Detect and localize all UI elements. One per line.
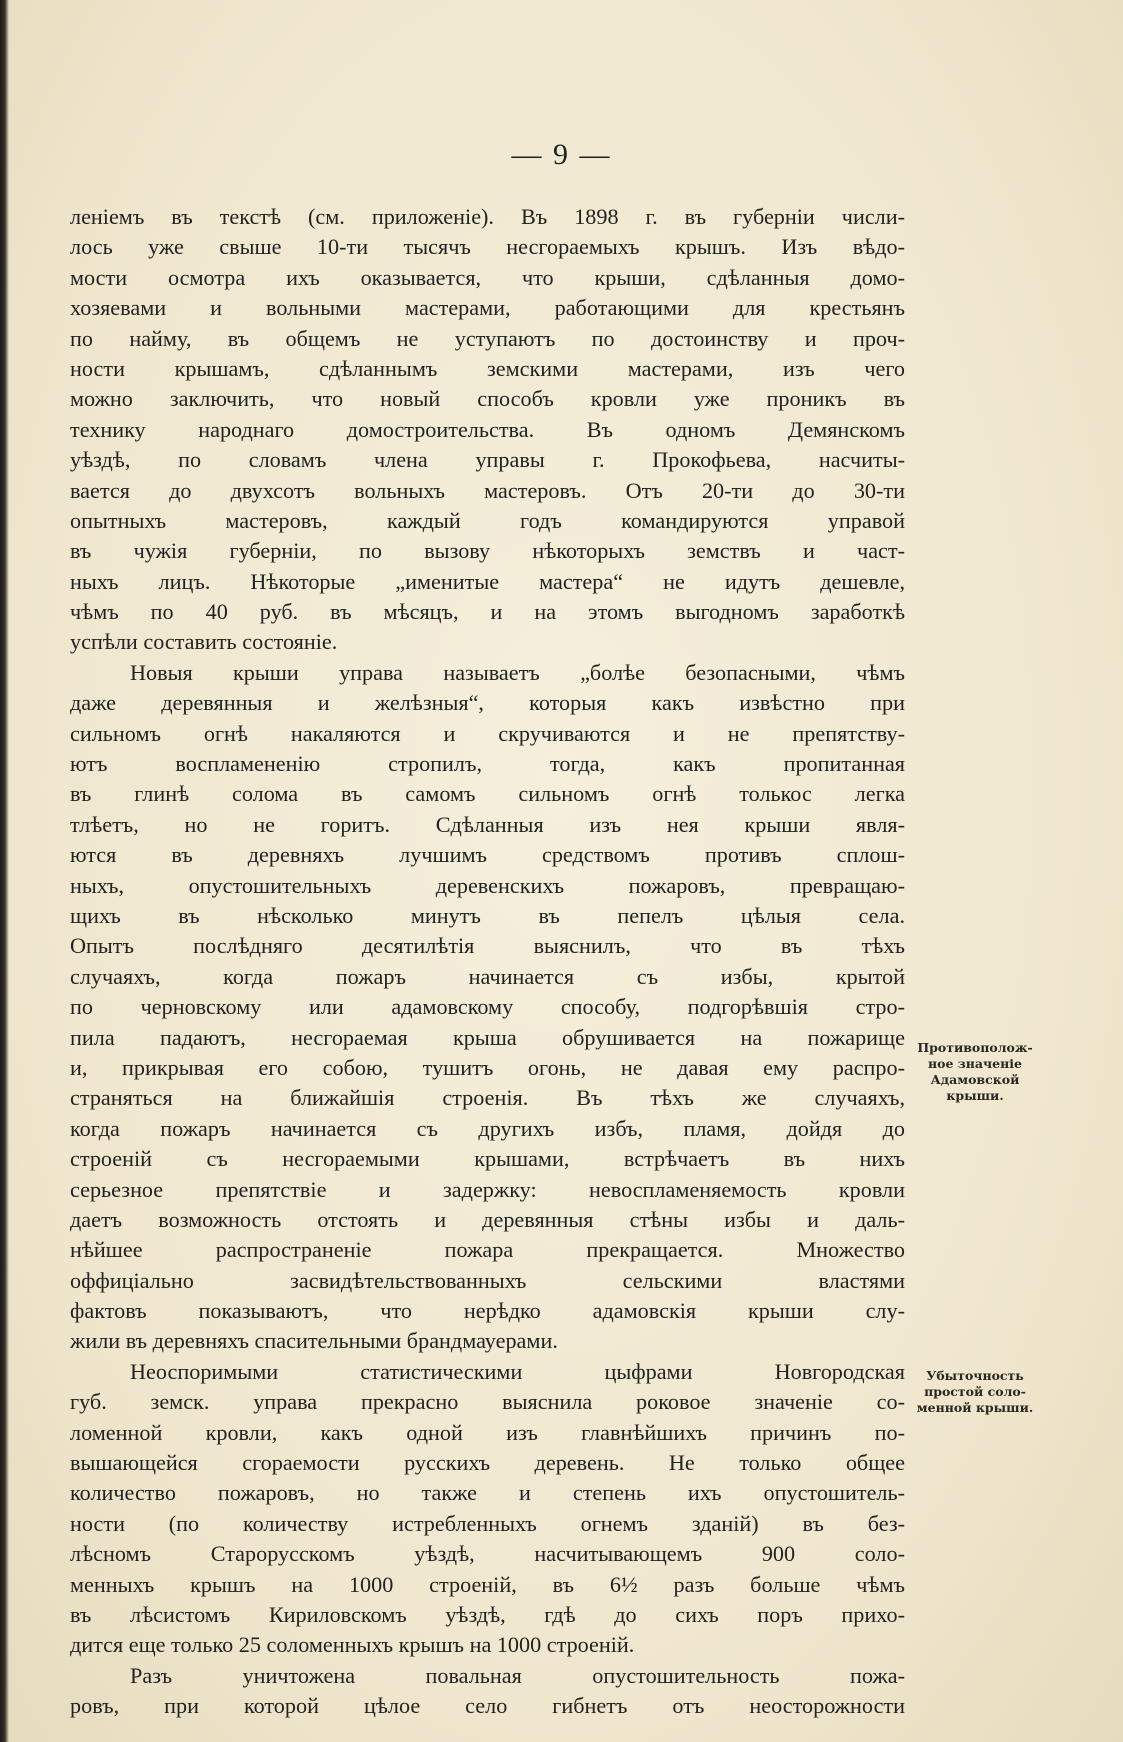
text-line: уѣздѣ, по словамъ члена управы г. Прокофьева, насчиты- [70, 447, 905, 473]
margin-note-line: менной крыши. [916, 1400, 1034, 1415]
text-line: вается до двухсотъ вольныхъ мастеровъ. Отъ 20-ти до 30-ти [70, 477, 905, 503]
text-line: хозяевами и вольными мастерами, работающими для крестьянъ [70, 295, 905, 321]
text-line: ности (по количеству истребленныхъ огнемъ зданій) въ без- [70, 1510, 905, 1536]
text-line: щихъ въ нѣсколько минутъ въ пепелъ цѣлыя села. [70, 902, 905, 928]
text-line: ломенной кровли, какъ одной изъ главнѣйшихъ причинъ по- [70, 1419, 905, 1445]
text-line: лѣсномъ Старорусскомъ уѣздѣ, насчитывающемъ 900 соло- [70, 1541, 905, 1567]
text-line: пила падаютъ, несгораемая крыша обрушивается на пожарище [70, 1024, 905, 1050]
text-line: случаяхъ, когда пожаръ начинается съ избы, крытой [70, 963, 905, 989]
text-line: ютъ воспламененію стропилъ, тогда, какъ пропитанная [70, 751, 905, 777]
text-line: ровъ, при которой цѣлое село гибнетъ отъ неосторожности [70, 1693, 905, 1719]
margin-note-line: простой соло- [924, 1384, 1026, 1399]
text-line: губ. земск. управа прекрасно выяснила роковое значеніе со- [70, 1389, 905, 1415]
text-line: оффиціально засвидѣтельствованныхъ сельскими властями [70, 1267, 905, 1293]
text-line: ныхъ лицъ. Нѣкоторые „именитые мастера“ не идутъ дешевле, [70, 568, 905, 594]
text-line: страняться на ближайшія строенія. Въ тѣхъ же случаяхъ, [70, 1085, 905, 1111]
text-line: леніемъ въ текстѣ (см. приложеніе). Въ 1898 г. въ губерніи числи- [70, 204, 905, 229]
text-line: сильномъ огнѣ накаляются и скручиваются и не препятству- [70, 720, 905, 746]
text-line: даже деревянныя и желѣзныя“, которыя какъ извѣстно при [70, 690, 905, 716]
text-line: въ чужія губерніи, по вызову нѣкоторыхъ земствъ и част- [70, 538, 905, 564]
text-line: жили въ деревняхъ спасительными брандмауерами. [70, 1328, 558, 1354]
text-line: тлѣетъ, но не горитъ. Сдѣланныя изъ нея крыши явля- [70, 811, 905, 837]
text-line: можно заключить, что новый способъ кровли уже проникъ въ [70, 386, 905, 412]
text-line: когда пожаръ начинается съ другихъ избъ, пламя, дойдя до [70, 1115, 905, 1141]
text-line: ности крышамъ, сдѣланнымъ земскими мастерами, изъ чего [70, 355, 905, 381]
text-line: серьезное препятствіе и задержку: невоспламеняемость кровли [70, 1176, 905, 1202]
margin-note-line: ное значеніе [928, 1056, 1022, 1071]
margin-note-line: Противополож- [917, 1040, 1033, 1055]
text-line: въ лѣсистомъ Кириловскомъ уѣздѣ, гдѣ до сихъ поръ прихо- [70, 1601, 905, 1627]
body-text [70, 202, 905, 1722]
text-line: даетъ возможность отстоять и деревянныя стѣны избы и даль- [70, 1206, 905, 1232]
text-line: Разъ уничтожена повальная опустошительность пожа- [130, 1662, 905, 1688]
margin-note-line: Убыточность [926, 1368, 1024, 1383]
text-line: чѣмъ по 40 руб. въ мѣсяцъ, и на этомъ выгодномъ заработкѣ [70, 599, 905, 625]
text-line: строеній съ несгораемыми крышами, встрѣчаетъ въ нихъ [70, 1146, 905, 1172]
text-line: фактовъ показываютъ, что нерѣдко адамовскія крыши слу- [70, 1298, 905, 1324]
page-number: — 9 — [511, 138, 612, 171]
text-line: лось уже свыше 10-ти тысячъ несгораемыхъ крышъ. Изъ вѣдо- [70, 234, 905, 260]
text-line: Неоспоримыми статистическими цыфрами Новгородская [130, 1358, 905, 1384]
margin-note-straw-roof [906, 1368, 1044, 1416]
margin-note-adamov-roof [906, 1040, 1044, 1104]
text-line: дится еще только 25 соломенныхъ крышъ на 1000 строеній. [70, 1632, 635, 1658]
text-line: въ глинѣ солома въ самомъ сильномъ огнѣ толькос легка [70, 781, 905, 807]
text-line: по черновскому или адамовскому способу, подгорѣвшія стро- [70, 994, 905, 1020]
text-line: опытныхъ мастеровъ, каждый годъ командируются управой [70, 507, 905, 533]
text-line: ются въ деревняхъ лучшимъ средствомъ противъ сплош- [70, 842, 905, 868]
text-line: и, прикрывая его собою, тушитъ огонь, не давая ему распро- [70, 1054, 905, 1080]
page-binding-edge [0, 0, 9, 1742]
margin-note-line: Адамовской [930, 1072, 1020, 1087]
text-line: по найму, въ общемъ не уступаютъ по достоинству и проч- [70, 325, 905, 351]
text-line: количество пожаровъ, но также и степень ихъ опустошитель- [70, 1480, 905, 1506]
text-line: технику народнаго домостроительства. Въ одномъ Демянскомъ [70, 416, 905, 442]
text-line: вышающейся сгораемости русскихъ деревень. Не только общее [70, 1450, 905, 1476]
text-line: успѣли составить состояніе. [70, 629, 338, 655]
text-line: Опытъ послѣдняго десятилѣтія выяснилъ, что въ тѣхъ [70, 933, 905, 959]
text-line: менныхъ крышъ на 1000 строеній, въ 6½ разъ больше чѣмъ [70, 1571, 905, 1597]
text-line: Новыя крыши управа называетъ „болѣе безопасными, чѣмъ [130, 659, 905, 685]
margin-note-line: крыши. [946, 1088, 1004, 1103]
text-line: нѣйшее распространеніе пожара прекращается. Множество [70, 1237, 905, 1263]
text-line: ныхъ, опустошительныхъ деревенскихъ пожаровъ, превращаю- [70, 872, 905, 898]
text-line: мости осмотра ихъ оказывается, что крыши, сдѣланныя домо- [70, 264, 905, 290]
